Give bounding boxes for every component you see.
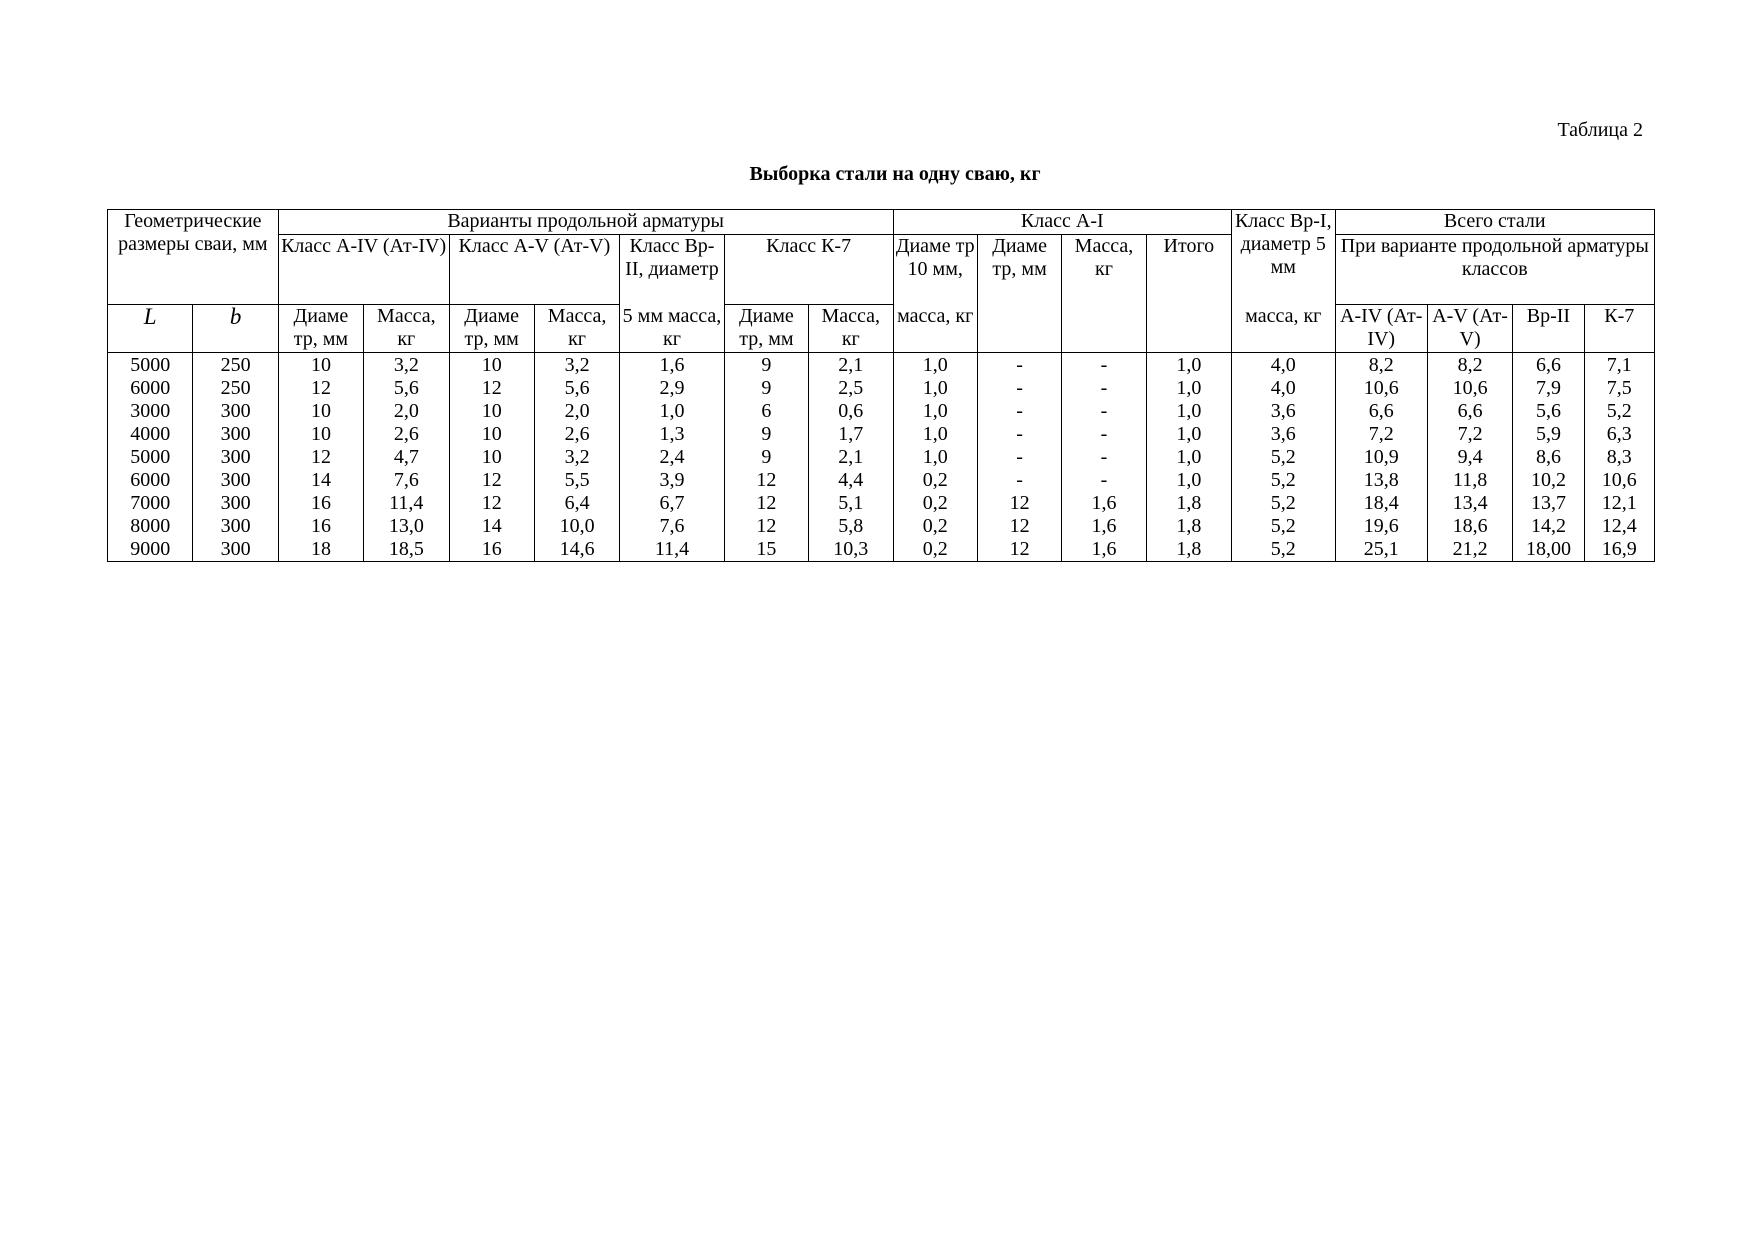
table-cell: 1,0 xyxy=(893,400,977,423)
table-cell: 14 xyxy=(449,515,534,538)
table-cell: 300 xyxy=(193,492,278,515)
header-k7-diameter: Диаме тр, мм xyxy=(724,305,808,353)
table-cell: 10,2 xyxy=(1513,469,1584,492)
header-class-k7: Класс К-7 xyxy=(724,235,893,305)
table-cell: 10,0 xyxy=(534,515,619,538)
table-cell: 9,4 xyxy=(1427,446,1512,469)
table-cell: - xyxy=(977,446,1061,469)
table-cell: 18 xyxy=(278,538,363,562)
table-row xyxy=(108,423,1655,446)
table-number-label: Таблица 2 xyxy=(1557,119,1643,141)
table-cell: 300 xyxy=(193,423,278,446)
table-cell: - xyxy=(977,423,1061,446)
table-cell: 12 xyxy=(278,377,363,400)
header-a5-diameter: Диаме тр, мм xyxy=(449,305,534,353)
table-cell: 13,7 xyxy=(1513,492,1584,515)
header-width: b xyxy=(193,305,278,353)
table-cell: 12 xyxy=(449,469,534,492)
header-vr1-tail: масса, кг xyxy=(1232,305,1335,353)
table-cell: 13,8 xyxy=(1335,469,1427,492)
table-cell: 3,9 xyxy=(620,469,724,492)
table-cell: 250 xyxy=(193,353,278,378)
table-cell: 5,2 xyxy=(1584,400,1654,423)
table-cell: 8,3 xyxy=(1584,446,1654,469)
table-cell: 1,0 xyxy=(1146,469,1231,492)
table-cell: 0,2 xyxy=(893,469,977,492)
table-cell: 6 xyxy=(724,400,808,423)
table-cell: 12 xyxy=(724,492,808,515)
header-total-vr2: Вр-II xyxy=(1513,305,1584,353)
table-cell: 6,6 xyxy=(1427,400,1512,423)
table-cell: 3,6 xyxy=(1232,423,1335,446)
table-cell: 300 xyxy=(193,400,278,423)
table-cell: 1,0 xyxy=(1146,400,1231,423)
table-cell: 2,6 xyxy=(534,423,619,446)
table-cell: - xyxy=(1062,353,1146,378)
table-cell: - xyxy=(977,400,1061,423)
table-cell: 0,2 xyxy=(893,492,977,515)
header-class-a4: Класс А-IV (Ат-IV) xyxy=(278,235,449,305)
table-title: Выборка стали на одну сваю, кг xyxy=(749,163,1041,185)
table-cell: 0,2 xyxy=(893,515,977,538)
table-row xyxy=(108,515,1655,538)
table-cell: 12 xyxy=(977,538,1061,562)
table-cell: 10 xyxy=(449,353,534,378)
table-cell: 1,0 xyxy=(893,353,977,378)
header-a4-mass: Масса, кг xyxy=(364,305,449,353)
table-cell: 300 xyxy=(193,515,278,538)
table-cell: 6,4 xyxy=(534,492,619,515)
header-length: L xyxy=(108,305,193,353)
table-cell: 25,1 xyxy=(1335,538,1427,562)
table-cell: 5,2 xyxy=(1232,492,1335,515)
table-cell: 7,2 xyxy=(1335,423,1427,446)
table-body xyxy=(108,353,1655,562)
table-row xyxy=(108,446,1655,469)
table-cell: 8,2 xyxy=(1335,353,1427,378)
table-cell: 5,2 xyxy=(1232,515,1335,538)
header-class-vr2: Класс Вр-II, диаметр xyxy=(620,235,724,305)
table-cell: - xyxy=(977,469,1061,492)
table-cell: 18,6 xyxy=(1427,515,1512,538)
table-cell: 10,6 xyxy=(1335,377,1427,400)
table-cell: 7000 xyxy=(108,492,193,515)
table-cell: 2,1 xyxy=(809,353,893,378)
header-a5-mass: Масса, кг xyxy=(534,305,619,353)
table-cell: - xyxy=(977,377,1061,400)
table-cell: 19,6 xyxy=(1335,515,1427,538)
table-cell: 1,6 xyxy=(1062,515,1146,538)
table-cell: 1,3 xyxy=(620,423,724,446)
table-cell: 10,3 xyxy=(809,538,893,562)
table-cell: 2,0 xyxy=(364,400,449,423)
table-cell: 4,4 xyxy=(809,469,893,492)
table-cell: 6,6 xyxy=(1335,400,1427,423)
table-cell: 10 xyxy=(278,400,363,423)
table-cell: 16 xyxy=(449,538,534,562)
table-cell: 1,0 xyxy=(1146,353,1231,378)
table-cell: 1,6 xyxy=(1062,538,1146,562)
table-cell: 4,7 xyxy=(364,446,449,469)
table-cell: 18,4 xyxy=(1335,492,1427,515)
table-cell: 1,0 xyxy=(893,423,977,446)
table-cell: 9 xyxy=(724,377,808,400)
table-cell: 3,2 xyxy=(534,446,619,469)
header-row-2 xyxy=(108,235,1655,305)
table-cell: 7,1 xyxy=(1584,353,1654,378)
header-total-variant: При варианте продольной арматуры классов xyxy=(1335,235,1655,305)
header-a4-diameter: Диаме тр, мм xyxy=(278,305,363,353)
table-cell: 13,0 xyxy=(364,515,449,538)
table-cell: 1,7 xyxy=(809,423,893,446)
header-a1-d10-tail: масса, кг xyxy=(893,305,977,353)
table-cell: 16 xyxy=(278,492,363,515)
table-cell: 8,2 xyxy=(1427,353,1512,378)
table-cell: 5,9 xyxy=(1513,423,1584,446)
table-cell: 9 xyxy=(724,446,808,469)
table-cell: 1,0 xyxy=(620,400,724,423)
header-class-vr1: Класс Вр-I, диаметр 5 мм xyxy=(1232,210,1335,305)
table-cell: 12 xyxy=(449,377,534,400)
table-cell: 1,0 xyxy=(893,446,977,469)
table-cell: 3,6 xyxy=(1232,400,1335,423)
table-row xyxy=(108,469,1655,492)
table-cell: 1,8 xyxy=(1146,492,1231,515)
table-row xyxy=(108,492,1655,515)
table-cell: 12,1 xyxy=(1584,492,1654,515)
table-cell: 15 xyxy=(724,538,808,562)
table-cell: 5,2 xyxy=(1232,538,1335,562)
header-row-3 xyxy=(108,305,1655,353)
table-cell: 9 xyxy=(724,353,808,378)
table-cell: 5,2 xyxy=(1232,446,1335,469)
table-cell: 5,2 xyxy=(1232,469,1335,492)
table-cell: 1,0 xyxy=(1146,423,1231,446)
table-cell: 6000 xyxy=(108,377,193,400)
table-cell: 8,6 xyxy=(1513,446,1584,469)
table-row xyxy=(108,377,1655,400)
table-cell: - xyxy=(1062,400,1146,423)
header-a1-diameter: Диаме тр, мм xyxy=(977,235,1061,353)
table-cell: 10 xyxy=(278,423,363,446)
table-cell: 12 xyxy=(977,492,1061,515)
table-cell: - xyxy=(1062,423,1146,446)
table-cell: 5,5 xyxy=(534,469,619,492)
table-cell: 4,0 xyxy=(1232,377,1335,400)
table-cell: 5,1 xyxy=(809,492,893,515)
steel-selection-table xyxy=(107,209,1655,562)
table-cell: 3,2 xyxy=(364,353,449,378)
table-cell: - xyxy=(1062,377,1146,400)
table-cell: 2,0 xyxy=(534,400,619,423)
header-total-a4: А-IV (Ат-IV) xyxy=(1335,305,1427,353)
table-cell: 1,8 xyxy=(1146,515,1231,538)
table-cell: 6,7 xyxy=(620,492,724,515)
table-cell: 2,9 xyxy=(620,377,724,400)
table-cell: 14 xyxy=(278,469,363,492)
table-cell: 300 xyxy=(193,538,278,562)
table-cell: 10,6 xyxy=(1584,469,1654,492)
table-cell: 5,6 xyxy=(364,377,449,400)
table-cell: 7,9 xyxy=(1513,377,1584,400)
table-cell: 21,2 xyxy=(1427,538,1512,562)
header-row-1 xyxy=(108,210,1655,235)
table-cell: 6000 xyxy=(108,469,193,492)
table-cell: 3,2 xyxy=(534,353,619,378)
table-cell: 2,4 xyxy=(620,446,724,469)
table-cell: 7,5 xyxy=(1584,377,1654,400)
table-cell: 2,5 xyxy=(809,377,893,400)
table-cell: 1,8 xyxy=(1146,538,1231,562)
table-cell: 11,4 xyxy=(364,492,449,515)
header-total-k7: К-7 xyxy=(1584,305,1654,353)
table-cell: 4,0 xyxy=(1232,353,1335,378)
table-cell: 1,6 xyxy=(1062,492,1146,515)
table-row xyxy=(108,400,1655,423)
table-cell: 1,0 xyxy=(893,377,977,400)
table-cell: 1,0 xyxy=(1146,446,1231,469)
table-cell: 16,9 xyxy=(1584,538,1654,562)
table-cell: 250 xyxy=(193,377,278,400)
table-cell: 300 xyxy=(193,469,278,492)
table-cell: 5000 xyxy=(108,353,193,378)
table-cell: 10 xyxy=(449,446,534,469)
table-cell: 8000 xyxy=(108,515,193,538)
table-cell: 5,8 xyxy=(809,515,893,538)
table-cell: 12 xyxy=(977,515,1061,538)
table-cell: 18,00 xyxy=(1513,538,1584,562)
table-cell: 7,2 xyxy=(1427,423,1512,446)
table-cell: 18,5 xyxy=(364,538,449,562)
header-a1-mass: Масса, кг xyxy=(1062,235,1146,353)
table-cell: 5000 xyxy=(108,446,193,469)
table-cell: 4000 xyxy=(108,423,193,446)
table-cell: 10 xyxy=(449,400,534,423)
table-cell: 7,6 xyxy=(620,515,724,538)
table-cell: 6,6 xyxy=(1513,353,1584,378)
table-cell: 7,6 xyxy=(364,469,449,492)
table-cell: 14,6 xyxy=(534,538,619,562)
table-cell: 13,4 xyxy=(1427,492,1512,515)
header-k7-mass: Масса, кг xyxy=(809,305,893,353)
table-cell: 10 xyxy=(278,353,363,378)
table-cell: 14,2 xyxy=(1513,515,1584,538)
header-a1-total: Итого xyxy=(1146,235,1231,353)
table-cell: 10 xyxy=(449,423,534,446)
header-a1-d10: Диаме тр 10 мм, xyxy=(893,235,977,305)
table-cell: 0,6 xyxy=(809,400,893,423)
table-cell: 12 xyxy=(449,492,534,515)
table-cell: 16 xyxy=(278,515,363,538)
table-cell: 10,9 xyxy=(1335,446,1427,469)
table-cell: - xyxy=(977,353,1061,378)
table-cell: 10,6 xyxy=(1427,377,1512,400)
header-vr2-tail: 5 мм масса, кг xyxy=(620,305,724,353)
table-cell: 5,6 xyxy=(1513,400,1584,423)
header-variants: Варианты продольной арматуры xyxy=(278,210,893,235)
header-class-a1: Класс А-I xyxy=(893,210,1232,235)
header-geometry: Геометрические размеры сваи, мм xyxy=(108,210,279,305)
table-cell: 12,4 xyxy=(1584,515,1654,538)
table-cell: - xyxy=(1062,469,1146,492)
table-cell: 12 xyxy=(724,515,808,538)
header-class-a5: Класс А-V (Ат-V) xyxy=(449,235,620,305)
table-cell: 11,8 xyxy=(1427,469,1512,492)
table-cell: 3000 xyxy=(108,400,193,423)
table-cell: 12 xyxy=(724,469,808,492)
header-total-steel: Всего стали xyxy=(1335,210,1655,235)
table-cell: - xyxy=(1062,446,1146,469)
table-cell: 9 xyxy=(724,423,808,446)
table-cell: 6,3 xyxy=(1584,423,1654,446)
table-cell: 12 xyxy=(278,446,363,469)
table-cell: 11,4 xyxy=(620,538,724,562)
table-cell: 1,0 xyxy=(1146,377,1231,400)
table-row xyxy=(108,538,1655,562)
table-cell: 2,6 xyxy=(364,423,449,446)
table-row xyxy=(108,353,1655,378)
table-cell: 1,6 xyxy=(620,353,724,378)
table-cell: 2,1 xyxy=(809,446,893,469)
table-cell: 9000 xyxy=(108,538,193,562)
table-cell: 5,6 xyxy=(534,377,619,400)
table-cell: 0,2 xyxy=(893,538,977,562)
header-total-a5: А-V (Ат-V) xyxy=(1427,305,1512,353)
table-cell: 300 xyxy=(193,446,278,469)
